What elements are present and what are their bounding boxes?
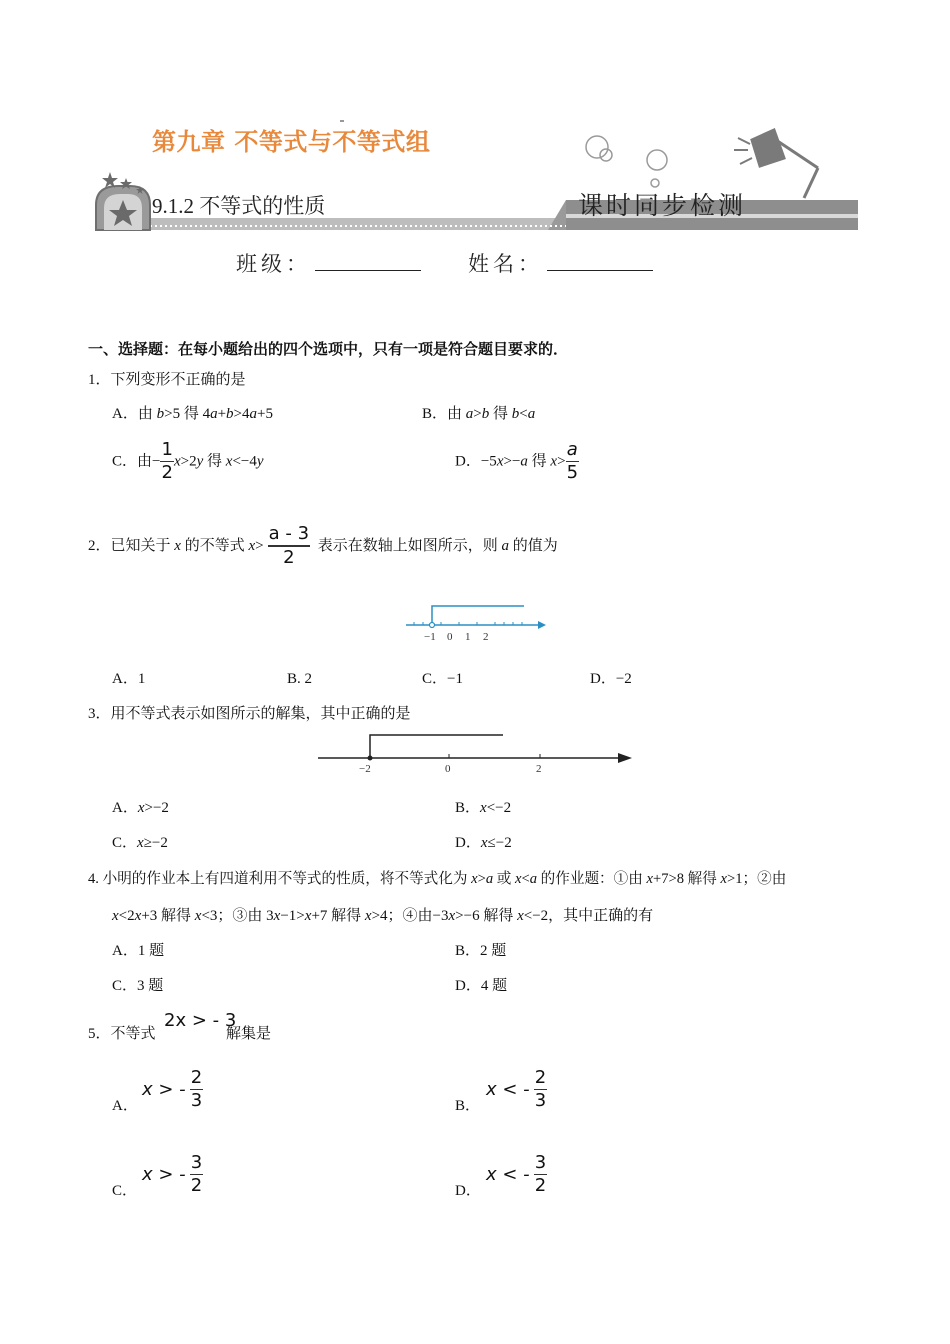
q4-option-b: B．2 题 [455,943,507,959]
q1-c-fraction: $\frac{1}{2}$ [161,439,173,483]
q1-option-d: D．−5x>−a 得 x> $\frac{a}{5}$ [455,439,579,483]
q3-option-d: D．x≤−2 [455,835,512,851]
q2-option-b: B. 2 [287,671,313,687]
q3-tick-label: −2 [359,763,371,775]
q4-option-c: C．3 题 [112,978,164,994]
q3-closed-point [368,756,373,761]
q1-d-fraction: $\frac{a}{5}$ [566,439,579,483]
q2-tick-label: −1 [424,631,436,643]
section-title: 9.1.2 不等式的性质 [152,194,326,218]
q2-tick-label: 2 [483,631,489,643]
name-label: 姓名： [468,252,543,276]
class-label: 班级： [236,252,311,276]
q4-stem-line2: x<2x+3 解得 x<3；③由 3x−1>x+7 解得 x>4；④由−3x>−6 解得 x<−2，其中正确的有 [112,908,654,924]
q2-number-line [400,598,550,648]
star-badge-icon [96,172,150,230]
q2-option-c: C．−1 [422,671,463,687]
chapter-title: 第九章 不等式与不等式组 [152,128,431,156]
header-banner [0,0,950,240]
section-heading: 一、选择题：在每小题给出的四个选项中，只有一项是符合题目要求的． [88,340,569,358]
q1-option-c: C．由− $\frac{1}{2}$ x>2y 得 x<−4y [112,439,264,483]
brand-text: 课时同步检测 [578,191,747,220]
q2-solution-bracket [432,606,524,625]
q5-option-c-label: C． [112,1183,138,1199]
q3-axis-arrow [618,753,632,763]
q2-axis-arrow [538,621,546,629]
q2-option-a: A．1 [112,671,146,687]
header-graphic [0,0,950,240]
desk-lamp-icon [734,130,818,198]
q3-tick-label: 0 [445,763,451,775]
q5-stem-post: 解集是 [226,1026,272,1042]
q4-option-d: D．4 题 [455,978,508,994]
q5-option-b-label: B． [455,1098,481,1114]
q5-option-d-expr: x < - $\frac{3}{2}$ [486,1152,547,1196]
q2-tick-label: 1 [465,631,471,643]
class-blank[interactable] [315,254,421,271]
q3-stem: 3．用不等式表示如图所示的解集，其中正确的是 [88,706,411,722]
q3-solution-bracket [370,735,503,758]
q3-tick-label: 2 [536,763,542,775]
q3-option-c: C．x≥−2 [112,835,168,851]
q5-option-b-expr: x < - $\frac{2}{3}$ [486,1067,547,1111]
q5-stem-expression: 2x > - 3 [164,1010,237,1031]
q3-number-line [310,726,640,776]
class-field [236,248,421,278]
q2-fraction: $\frac{a - 3}{2}$ [268,523,310,568]
q2-option-d: D．−2 [590,671,632,687]
q2-stem: 2．已知关于 x 的不等式 x> $\frac{a - 3}{2}$ 表示在数轴上如图所示，则 a 的值为 [88,523,558,568]
name-blank[interactable] [547,254,653,271]
q5-option-c-expr: x > - $\frac{3}{2}$ [142,1152,203,1196]
q2-tick-label: 0 [447,631,453,643]
q3-option-a: A．x>−2 [112,800,169,816]
q1-option-a: A．由 b>5 得 4a+b>4a+5 [112,406,273,422]
q5-option-d-label: D． [455,1183,481,1199]
q1-stem: 1．下列变形不正确的是 [88,372,246,388]
q5-stem-pre: 5．不等式 [88,1026,156,1042]
q4-stem-line1: 4. 小明的作业本上有四道利用不等式的性质，将不等式化为 x>a 或 x<a 的作业题：①由 x+7>8 解得 x>1；②由 [88,871,787,887]
q5-option-a-expr: x > - $\frac{2}{3}$ [142,1067,203,1111]
q3-option-b: B．x<−2 [455,800,512,816]
bubbles-icon [586,136,667,187]
q4-option-a: A．1 题 [112,943,165,959]
q1-option-b: B．由 a>b 得 b<a [422,406,536,422]
q5-option-a-label: A． [112,1098,138,1114]
name-field [468,248,653,278]
q2-open-point [430,623,435,628]
